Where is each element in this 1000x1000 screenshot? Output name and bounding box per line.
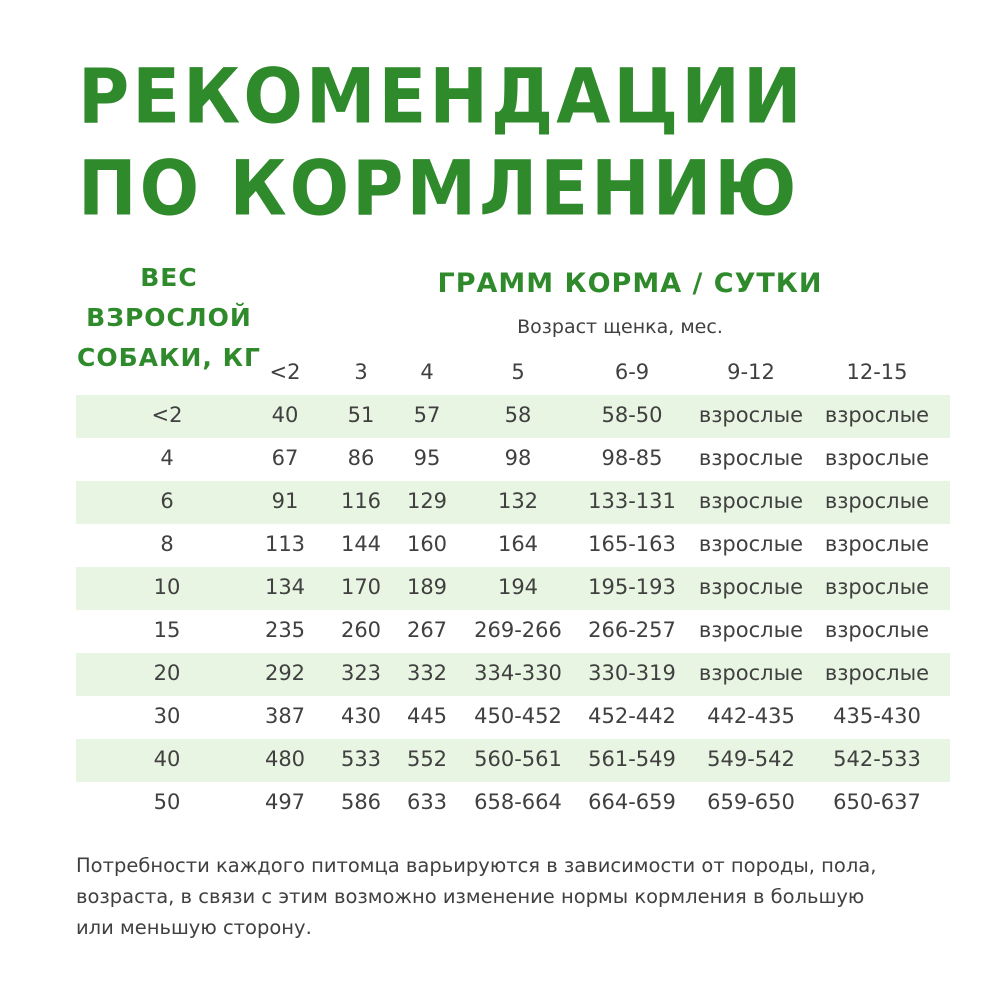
grams-cell: 67 bbox=[271, 446, 299, 470]
weight-cell: 40 bbox=[153, 747, 181, 771]
table-row bbox=[76, 782, 950, 825]
grams-per-day-header: ГРАММ КОРМА / СУТКИ bbox=[437, 268, 823, 299]
grams-cell: взрослые bbox=[824, 489, 930, 513]
grams-cell: 189 bbox=[406, 575, 448, 599]
table-row bbox=[76, 481, 950, 524]
weight-cell: <2 bbox=[151, 403, 183, 427]
table-row bbox=[76, 567, 950, 610]
grams-cell: взрослые bbox=[698, 532, 804, 556]
age-columns-header-row bbox=[76, 354, 950, 390]
grams-cell: взрослые bbox=[824, 403, 930, 427]
grams-cell: 51 bbox=[347, 403, 375, 427]
grams-cell: 164 bbox=[497, 532, 539, 556]
weight-cell: 10 bbox=[153, 575, 181, 599]
grams-cell: 658-664 bbox=[474, 790, 562, 814]
weight-cell: 50 bbox=[153, 790, 181, 814]
grams-cell: 133-131 bbox=[588, 489, 676, 513]
grams-cell: взрослые bbox=[698, 489, 804, 513]
weight-cell: 8 bbox=[160, 532, 174, 556]
grams-cell: 160 bbox=[406, 532, 448, 556]
page-title-line-1: РЕКОМЕНДАЦИИ bbox=[78, 52, 805, 141]
grams-cell: 442-435 bbox=[707, 704, 795, 728]
grams-cell: 332 bbox=[406, 661, 448, 685]
weight-cell: 4 bbox=[160, 446, 174, 470]
grams-cell: 633 bbox=[406, 790, 448, 814]
grams-cell: 260 bbox=[340, 618, 382, 642]
grams-cell: 549-542 bbox=[707, 747, 795, 771]
grams-cell: 430 bbox=[340, 704, 382, 728]
grams-cell: 132 bbox=[497, 489, 539, 513]
grams-cell: 292 bbox=[264, 661, 306, 685]
grams-cell: взрослые bbox=[824, 575, 930, 599]
weight-header-line-3: СОБАКИ, КГ bbox=[77, 343, 261, 372]
feeding-table bbox=[76, 395, 950, 825]
grams-cell: 552 bbox=[406, 747, 448, 771]
grams-cell: взрослые bbox=[698, 618, 804, 642]
weight-cell: 20 bbox=[153, 661, 181, 685]
grams-cell: 334-330 bbox=[474, 661, 562, 685]
grams-cell: 129 bbox=[406, 489, 448, 513]
grams-cell: взрослые bbox=[824, 532, 930, 556]
grams-cell: 533 bbox=[340, 747, 382, 771]
grams-cell: 170 bbox=[340, 575, 382, 599]
grams-cell: 40 bbox=[271, 403, 299, 427]
age-column-header: 6-9 bbox=[614, 360, 650, 384]
note-line-2: возраста, в связи с этим возможно изменение нормы кормления в большую bbox=[76, 885, 865, 908]
grams-cell: 330-319 bbox=[588, 661, 676, 685]
grams-cell: 452-442 bbox=[588, 704, 676, 728]
grams-cell: 267 bbox=[406, 618, 448, 642]
grams-cell: 91 bbox=[271, 489, 299, 513]
grams-cell: 497 bbox=[264, 790, 306, 814]
grams-cell: 480 bbox=[264, 747, 306, 771]
age-column-header: 3 bbox=[354, 360, 368, 384]
page-title-line-2: ПО КОРМЛЕНИЮ bbox=[78, 144, 800, 233]
grams-cell: 323 bbox=[340, 661, 382, 685]
grams-cell: 95 bbox=[413, 446, 441, 470]
grams-cell: 98 bbox=[504, 446, 532, 470]
grams-cell: взрослые bbox=[698, 575, 804, 599]
grams-cell: 235 bbox=[264, 618, 306, 642]
weight-header-line-2: ВЗРОСЛОЙ bbox=[86, 303, 252, 332]
weight-cell: 15 bbox=[153, 618, 181, 642]
grams-cell: 266-257 bbox=[588, 618, 676, 642]
grams-cell: 560-561 bbox=[474, 747, 562, 771]
age-column-header: 4 bbox=[420, 360, 434, 384]
grams-cell: 445 bbox=[406, 704, 448, 728]
grams-cell: 542-533 bbox=[833, 747, 921, 771]
table-row bbox=[76, 696, 950, 739]
grams-cell: взрослые bbox=[824, 661, 930, 685]
table-row bbox=[76, 739, 950, 782]
grams-cell: взрослые bbox=[824, 618, 930, 642]
age-column-header: 12-15 bbox=[846, 360, 908, 384]
grams-cell: взрослые bbox=[824, 446, 930, 470]
table-row bbox=[76, 653, 950, 696]
weight-cell: 30 bbox=[153, 704, 181, 728]
table-row bbox=[76, 438, 950, 481]
grams-cell: 450-452 bbox=[474, 704, 562, 728]
grams-cell: 58 bbox=[504, 403, 532, 427]
grams-cell: взрослые bbox=[698, 661, 804, 685]
grams-cell: 387 bbox=[264, 704, 306, 728]
grams-cell: 86 bbox=[347, 446, 375, 470]
grams-cell: 561-549 bbox=[588, 747, 676, 771]
grams-cell: 113 bbox=[264, 532, 306, 556]
grams-cell: 144 bbox=[340, 532, 382, 556]
age-column-header: 5 bbox=[511, 360, 525, 384]
grams-cell: 650-637 bbox=[833, 790, 921, 814]
weight-cell: 6 bbox=[160, 489, 174, 513]
grams-cell: 586 bbox=[340, 790, 382, 814]
note-line-1: Потребности каждого питомца варьируются в зависимости от породы, пола, bbox=[76, 854, 877, 877]
grams-cell: 58-50 bbox=[601, 403, 663, 427]
grams-cell: 57 bbox=[413, 403, 441, 427]
note-line-3: или меньшую сторону. bbox=[76, 916, 312, 939]
grams-cell: 98-85 bbox=[601, 446, 663, 470]
grams-cell: 269-266 bbox=[474, 618, 562, 642]
weight-header-line-1: ВЕС bbox=[140, 263, 198, 292]
grams-cell: 664-659 bbox=[588, 790, 676, 814]
table-row bbox=[76, 524, 950, 567]
feeding-note bbox=[76, 850, 956, 943]
table-row bbox=[76, 610, 950, 653]
grams-cell: 165-163 bbox=[588, 532, 676, 556]
grams-cell: взрослые bbox=[698, 403, 804, 427]
puppy-age-header: Возраст щенка, мес. bbox=[517, 316, 723, 338]
grams-cell: 134 bbox=[264, 575, 306, 599]
grams-cell: 195-193 bbox=[588, 575, 676, 599]
age-column-header: 9-12 bbox=[727, 360, 775, 384]
grams-cell: 194 bbox=[497, 575, 539, 599]
table-row bbox=[76, 395, 950, 438]
age-column-header: <2 bbox=[269, 360, 301, 384]
grams-cell: взрослые bbox=[698, 446, 804, 470]
grams-cell: 659-650 bbox=[707, 790, 795, 814]
grams-cell: 435-430 bbox=[833, 704, 921, 728]
grams-cell: 116 bbox=[340, 489, 382, 513]
